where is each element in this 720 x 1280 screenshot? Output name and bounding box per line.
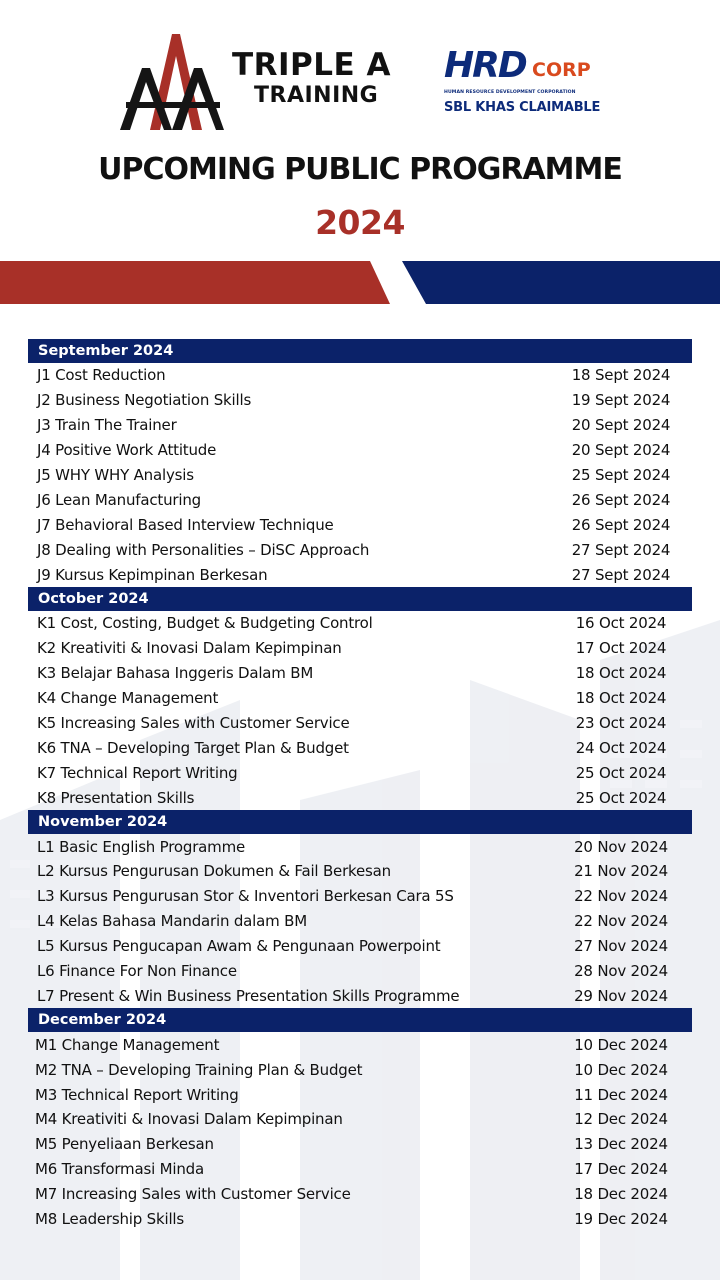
hrd-corp-logo [444,45,601,118]
programme-name: M1 Change Management [35,1035,220,1054]
programme-date: 23 Oct 2024 [575,714,667,733]
programme-name: M4 Kreativiti & Inovasi Dalam Kepimpinan [35,1110,343,1129]
programme-name: J8 Dealing with Personalities – DiSC Approach [37,540,370,559]
programme-row [28,1032,692,1057]
programme-name: J7 Behavioral Based Interview Technique [37,515,334,534]
programme-row [28,909,692,934]
programme-row [28,735,692,760]
programme-date: 10 Dec 2024 [574,1035,668,1054]
programme-name: J6 Lean Manufacturing [37,490,201,509]
programme-name: K7 Technical Report Writing [37,763,238,782]
programme-date: 27 Sept 2024 [571,565,671,584]
programme-name: L2 Kursus Pengurusan Dokumen & Fail Berkesan [37,862,391,881]
programme-date: 13 Dec 2024 [574,1135,668,1154]
programme-name: K8 Presentation Skills [37,788,195,807]
programme-name: K1 Cost, Costing, Budget & Budgeting Control [37,614,373,633]
programme-row [28,959,692,984]
hrd-mark: HRD [444,45,526,86]
programme-date: 19 Dec 2024 [574,1210,668,1229]
programme-date: 27 Nov 2024 [574,937,668,956]
month-label: December 2024 [38,1012,167,1029]
programme-date: 10 Dec 2024 [574,1060,668,1079]
brand-name [232,47,391,108]
programme-name: J9 Kursus Kepimpinan Berkesan [37,565,268,584]
programme-name: J3 Train The Trainer [37,416,177,435]
programme-date: 18 Oct 2024 [575,689,667,708]
month-header [28,339,692,363]
programme-row [28,1182,692,1207]
programme-name: M6 Transformasi Minda [35,1160,204,1179]
month-section-december [28,1008,692,1231]
programme-name: M2 TNA – Developing Training Plan & Budget [35,1060,363,1079]
programme-date: 24 Oct 2024 [575,738,667,757]
programme-row [28,388,692,413]
programme-date: 17 Dec 2024 [574,1160,668,1179]
programme-row [28,1057,692,1082]
programme-date: 25 Oct 2024 [575,763,667,782]
hrd-claim: SBL KHAS CLAIMABLE [444,100,601,115]
programme-row [28,983,692,1008]
programme-date: 26 Sept 2024 [571,515,671,534]
programme-date: 12 Dec 2024 [574,1110,668,1129]
programme-row [28,537,692,562]
programme-row [28,636,692,661]
month-section-september [28,339,692,587]
programme-row [28,363,692,388]
programme-date: 19 Sept 2024 [571,391,671,410]
programme-date: 20 Nov 2024 [574,837,668,856]
programme-name: K6 TNA – Developing Target Plan & Budget [37,738,349,757]
programme-row [28,1207,692,1232]
brand-line-1: TRIPLE A [232,47,391,83]
programme-name: M5 Penyeliaan Berkesan [35,1135,214,1154]
programme-schedule [28,339,692,1232]
hrd-subtitle: HUMAN RESOURCE DEVELOPMENT CORPORATION [444,90,576,95]
programme-row [28,1157,692,1182]
programme-row [28,686,692,711]
header [0,0,720,310]
month-label: September 2024 [38,343,174,359]
color-bands-decoration [0,258,720,308]
programme-name: L4 Kelas Bahasa Mandarin dalam BM [37,912,307,931]
programme-date: 18 Dec 2024 [574,1185,668,1204]
programme-row [28,760,692,785]
programme-date: 18 Sept 2024 [571,366,671,385]
triple-a-logo-icon [120,34,224,130]
hrd-corp-text: CORP [532,59,591,81]
programme-name: L3 Kursus Pengurusan Stor & Inventori Berkesan Cara 5S [37,887,454,906]
month-label: October 2024 [38,591,149,608]
programme-name: J5 WHY WHY Analysis [37,466,194,484]
programme-row [28,413,692,438]
programme-date: 22 Nov 2024 [574,912,668,931]
programme-name: J4 Positive Work Attitude [37,441,217,460]
programme-date: 25 Oct 2024 [575,788,667,807]
brand-line-2: TRAINING [254,83,379,108]
programme-row [28,785,692,810]
programme-date: 28 Nov 2024 [574,962,668,981]
programme-row [28,859,692,884]
programme-name: K5 Increasing Sales with Customer Service [37,714,350,733]
programme-row [28,611,692,636]
programme-row [28,487,692,512]
month-header [28,810,692,834]
month-label: November 2024 [38,814,168,831]
programme-name: L6 Finance For Non Finance [37,962,237,981]
programme-row [28,661,692,686]
programme-date: 17 Oct 2024 [575,639,667,658]
programme-name: L7 Present & Win Business Presentation Skills Programme [37,986,460,1005]
programme-name: K3 Belajar Bahasa Inggeris Dalam BM [37,664,314,683]
programme-name: L1 Basic English Programme [37,837,246,856]
programme-name: K2 Kreativiti & Inovasi Dalam Kepimpinan [37,639,342,658]
programme-date: 21 Nov 2024 [574,862,668,881]
programme-row [28,934,692,959]
programme-name: M3 Technical Report Writing [35,1085,239,1104]
programme-name: K4 Change Management [37,689,219,708]
programme-row [28,562,692,587]
page-year: 2024 [315,203,405,242]
programme-row [28,1107,692,1132]
programme-date: 26 Sept 2024 [571,490,671,509]
programme-name: J1 Cost Reduction [37,366,166,385]
programme-date: 25 Sept 2024 [571,466,671,484]
programme-date: 18 Oct 2024 [575,664,667,683]
month-section-october [28,587,692,810]
page-title: UPCOMING PUBLIC PROGRAMME [98,152,622,187]
programme-date: 29 Nov 2024 [574,986,668,1005]
programme-date: 27 Sept 2024 [571,540,671,559]
month-section-november [28,810,692,1008]
programme-date: 20 Sept 2024 [571,416,671,435]
programme-row [28,711,692,736]
programme-row [28,884,692,909]
programme-name: M7 Increasing Sales with Customer Service [35,1185,351,1204]
programme-date: 20 Sept 2024 [571,441,671,460]
programme-row [28,834,692,859]
programme-row [28,1082,692,1107]
programme-name: J2 Business Negotiation Skills [37,391,252,410]
programme-name: M8 Leadership Skills [35,1210,184,1229]
programme-row [28,1132,692,1157]
programme-date: 22 Nov 2024 [574,887,668,906]
programme-name: L5 Kursus Pengucapan Awam & Pengunaan Powerpoint [37,937,441,956]
programme-date: 11 Dec 2024 [574,1085,668,1104]
programme-row [28,463,692,488]
programme-date: 16 Oct 2024 [575,614,667,633]
month-header [28,587,692,611]
month-header [28,1008,692,1032]
programme-row [28,512,692,537]
programme-row [28,438,692,463]
